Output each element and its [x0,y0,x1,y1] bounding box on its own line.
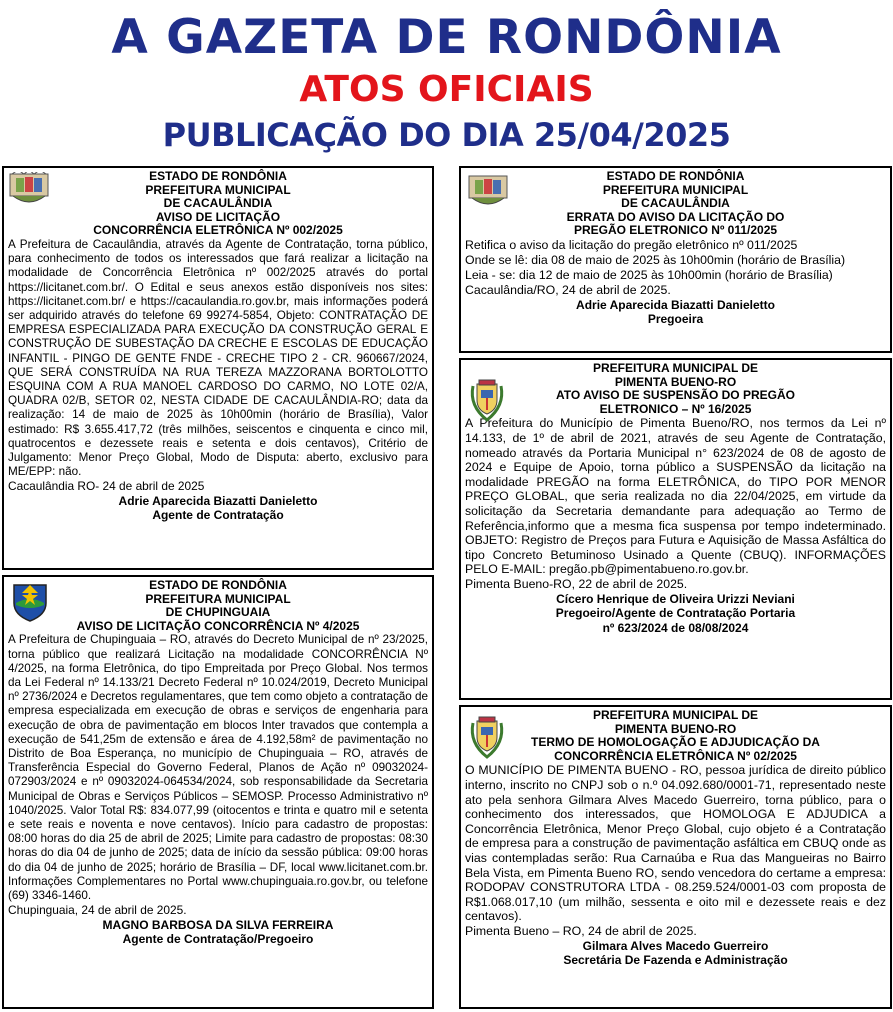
notice-header-line: PREFEITURA MUNICIPAL [145,591,291,606]
notice-cacaulandia-licitacao [2,166,434,570]
notice-pimenta-bueno-homologacao [459,705,892,1009]
shield-star-coat-of-arms-icon [8,581,52,623]
notice-pimenta-bueno-suspensao [459,358,892,700]
notice-place-date: Pimenta Bueno-RO, 22 de abril de 2025. [465,576,688,591]
notice-header-line: PREGÃO ELETRONICO Nº 011/2025 [573,223,778,238]
notice-cacaulandia-errata [459,166,892,353]
errata-line: Cacaulândia/RO, 24 de abril de 2025. [465,282,671,297]
notice-header-line: PIMENTA BUENO-RO [614,721,737,736]
newspaper-title: A GAZETA DE RONDÔNIA [111,10,782,65]
signatory-role: Pregoeiro/Agente de Contratação Portaria [555,606,796,621]
signatory-name: MAGNO BARBOSA DA SILVA FERREIRA [102,917,334,932]
notice-body: A Prefeitura do Município de Pimenta Bueno/RO, nos termos da Lei nº 14.133, de 1º de abril de 2021, através de seu Agente de Contratação, nomeado através da Portaria Municipal n° 623/2024 de 08 de agosto de 2024 e Equipe de Apoio, torna público a SUSPENSÃO da licitação na modalidade PREGÃO na forma ELETRÔNICA, do TIPO POR MENOR PREÇO GLOBAL, que seria realizada no dia 22/04/2025, em virtude da solicitação da Secretaria demandante para adequação ao Termo de Referência,informo que a mesma fica suspensa por tempo indeterminado. OBJETO: Registro de Preços para Futura e Aquisição de Massa Asfáltica do tipo Concreto Betuminoso Usinado a Quente (CBUQ). INFORMAÇÕES PELO E-MAIL: pregão.pb@pimentabueno.ro.gov.br. [465,416,886,577]
signatory-portaria: nº 623/2024 de 08/08/2024 [602,620,749,635]
notice-header-line: PREFEITURA MUNICIPAL [602,182,749,197]
notice-header-line: PREFEITURA MUNICIPAL DE [592,708,759,722]
notice-header-line: ELETRONICO – Nº 16/2025 [599,401,752,416]
errata-line: Onde se lê: dia 08 de maio de 2025 às 10h00min (horário de Brasília) [465,252,846,267]
wreath-crest-coat-of-arms-icon [467,713,507,761]
notice-header-line: PREFEITURA MUNICIPAL DE [592,361,759,375]
signatory-role: Agente de Contratação/Pregoeiro [122,932,314,947]
notice-header-line: DE CACAULÂNDIA [163,196,273,211]
notice-header-line: PREFEITURA MUNICIPAL [145,182,291,197]
publication-date-line: PUBLICAÇÃO DO DIA 25/04/2025 [162,116,731,154]
notice-header-line: DE CHUPINGUAIA [165,605,271,620]
errata-line: Leia - se: dia 12 de maio de 2025 às 10h00min (horário de Brasília) [465,267,833,282]
notice-header-line: AVISO DE LICITAÇÃO CONCORRÊNCIA Nº 4/2025 [76,618,360,633]
signatory-name: Adrie Aparecida Biazatti Danieletto [576,297,775,312]
notice-body: A Prefeitura de Cacaulândia, através da Agente de Contratação, torna público, para conhecimento de todos os interessados que fará realizar a licitação na modalidade de Concorrência Eletrônica nº 002/2025 através do portal https://licitanet.com.br/. O Edital e seus anexos estão disponíveis nos sites: https://licitanet.com.br/ e https://cacaulandia.ro.gov.br, mais informações poderá ser adquirido através do telefone 69 99274-5854, Objeto: CONTRATAÇÃO DE EMPRESA ESPECIALIZADA PARA EXECUÇÃO DA CONSTRUÇÃO GERAL E CONSTRUÇÃO DE SUBESTAÇÃO DA CRECHE E ESCOLAS DE EDUCAÇÃO INFANTIL - PINGO DE GENTE FNDE - CRECHE TIPO 2 - CR. 960667/2024, QUE SERÁ CONSTRUÍDA NA RUA TEREZA MAZZORANA BORTOLOTTO ESQUINA COM A RUA MANOEL CARDOSO DO CARMO, NO LOTE 02/A, QUADRA 02/B, SETOR 02, NESTA CIDADE DE CACAULÂNDIA-RO; data da realização: 14 de maio de 2025 às 10h00min (horário de Brasília), Valor estimado: R$ 3.655.417,72 (três milhões, seiscentos e cinquenta e cinco mil, quatrocentos e dezessete reais e setenta e dois centavos), Critério de Julgamento: Menor Preço Global, Modo de Disputa: aberto, exclusivo para ME/EPP: não. [8,237,428,479]
notice-header-line: ESTADO DE RONDÔNIA [606,169,745,183]
notice-place-date: Pimenta Bueno – RO, 24 de abril de 2025. [465,923,697,938]
signatory-role: Agente de Contratação [152,508,284,523]
notice-body: O MUNICÍPIO DE PIMENTA BUENO - RO, pessoa jurídica de direito público interno, inscrito no CNPJ sob o n.º 04.092.680/0001-71, representado neste ato pela senhora Gilmara Alves Macedo Guerreiro, torna público, para o conhecimento dos interessados, que HOMOLOGA E ADJUDICA a Concorrência Eletrônica, Menor Preço Global, cujo objeto é a Contratação de empresa para a construção de pavimentação asfáltica em CBUQ onde as vias contempladas serão: Rua Carnaúba e Rua das Mangueiras no Bairro Bela Vista, em Pimenta Bueno RO, sendo vencedora do certame a empresa: RODOPAV CONSTRUTORA LTDA - 08.259.524/0001-03 com proposta de R$1.068.017,10 (um milhão, sessenta e oito mil e dezessete reais e dez centavos). [465,763,886,924]
notice-place-date: Chupinguaia, 24 de abril de 2025. [8,903,187,918]
signatory-role: Secretária De Fazenda e Administração [563,953,788,968]
section-title: ATOS OFICIAIS [299,69,594,110]
notice-header-line: PIMENTA BUENO-RO [614,374,737,389]
notice-place-date: Cacaulândia RO- 24 de abril de 2025 [8,479,205,494]
municipal-coat-of-arms-icon [8,172,50,210]
notice-header-line: ATO AVISO DE SUSPENSÃO DO PREGÃO [556,388,795,403]
signatory-role: Pregoeira [647,312,704,327]
notice-header-line: ERRATA DO AVISO DA LICITAÇÃO DO [566,209,785,224]
notice-header-line: TERMO DE HOMOLOGAÇÃO E ADJUDICAÇÃO DA [531,735,820,750]
notice-header-line: ESTADO DE RONDÔNIA [149,169,287,183]
notice-body: A Prefeitura de Chupinguaia – RO, através do Decreto Municipal de nº 23/2025, torna público que realizará Licitação na modalidade CONCORRÊNCIA Nº 4/2025, na forma Eletrônica, do tipo Empreitada por Preço Global. Nos termos da Lei Federal nº 14.133/21 Decreto Federal nº 10.024/2019, Decreto Municipal nº 2736/2024 e Decretos regulamentares, que tem como objeto a contratação de empresa especializada em execução de obras e serviços de engenharia para execução de obra de pavimentação em blocos Inter travados que contempla a execução de 541,25m de extensão e área de 4.192,58m² de pavimentação no Distrito de Boa Esperança, no município de Chupinguaia – RO, através de Transferência Especial do Governo Federal, Planos de Ação nº 09032024-072903/2024 e nº 09032024-064534/2024, sob responsabilidade da Secretaria Municipal de Obras e Serviços Públicos – SEMOSP. Processo Administrativo nº 1040/2025. Valor Total R$: 834.077,99 (oitocentos e trinta e quatro mil e setenta e sete reais e noventa e nove centavos). Início para cadastro de propostas: 08:00 horas do dia 25 de abril de 2025; Limite para cadastro de propostas: 08:30 horas do dia 04 de junho de 2025; data de início da sessão pública: 09:00 horas do dia 04 de junho de 2025; horário de Brasília – DF, local www.licitanet.com.br. Informações Complementares no Portal www.chupinguaia.ro.gov.br, ou telefone (69) 3346-1460. [8,633,428,903]
errata-line: Retifica o aviso da licitação do pregão eletrônico nº 011/2025 [465,237,798,252]
notice-header-line: CONCORRÊNCIA ELETRÔNICA Nº 002/2025 [93,223,343,238]
wreath-crest-coat-of-arms-icon [467,376,507,424]
signatory-name: Cícero Henrique de Oliveira Urizzi Neviani [556,591,795,606]
notice-header-line: ESTADO DE RONDÔNIA [149,578,287,592]
notice-header-line: AVISO DE LICITAÇÃO [155,209,281,224]
signatory-name: Adrie Aparecida Biazatti Danieletto [118,493,318,508]
notice-chupinguaia-licitacao [2,575,434,1009]
notice-header-line: CONCORRÊNCIA ELETRÔNICA Nº 02/2025 [554,748,797,763]
notice-header-line: DE CACAULÂNDIA [621,196,730,211]
municipal-coat-of-arms-icon [467,174,509,212]
signatory-name: Gilmara Alves Macedo Guerreiro [582,938,769,953]
